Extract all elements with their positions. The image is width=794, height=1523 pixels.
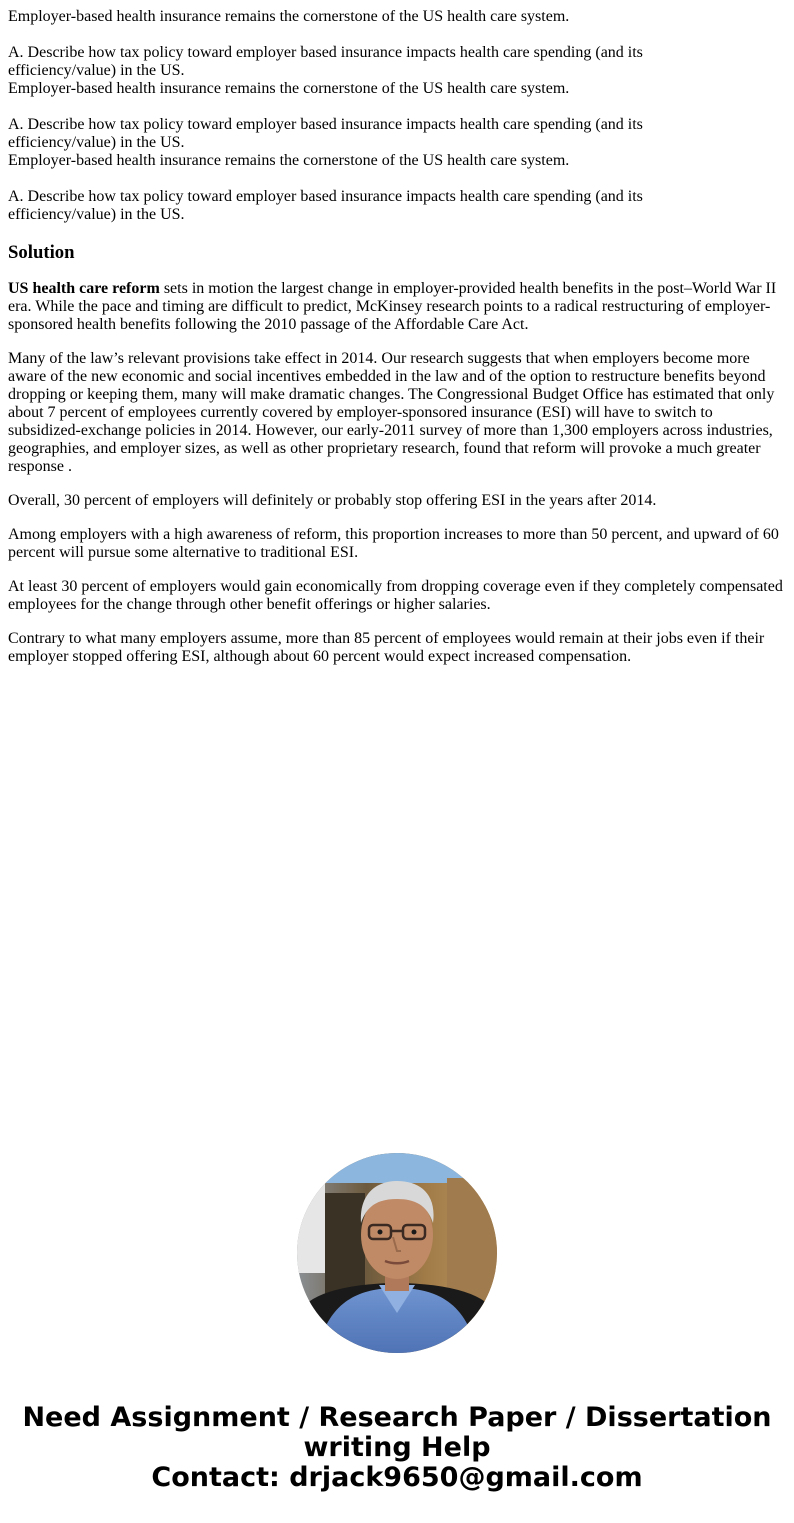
question-prompt: A. Describe how tax policy toward employer based insurance impacts health care spending (and its efficiency/value) in the US. [8,116,643,151]
contact-footer [0,1403,794,1493]
question-block [8,8,786,224]
footer-line: Need Assignment / Research Paper / Dissertation [22,1402,772,1433]
solution-paragraph [8,280,786,334]
solution-paragraph: Many of the law’s relevant provisions take effect in 2014. Our research suggests that when employers become more aware of the new economic and social incentives embedded in the law and of the option to restructure benefits beyond dropping or keeping them, many will make dramatic changes. The Congressional Budget Office has estimated that only about 7 percent of employees currently covered by employer-sponsored insurance (ESI) will have to switch to subsidized-exchange policies in 2014. However, our early-2011 survey of more than 1,300 employers across industries, geographies, and employer sizes, as well as other proprietary research, found that reform will provoke a much greater response . [8,350,775,475]
question-intro: Employer-based health insurance remains the cornerstone of the US health care system. [8,152,570,169]
avatar-portrait-image [297,1153,497,1353]
solution-paragraph: Overall, 30 percent of employers will definitely or probably stop offering ESI in the years after 2014. [8,492,657,509]
question-intro: Employer-based health insurance remains the cornerstone of the US health care system. [8,8,570,25]
solution-body [8,280,786,666]
solution-heading: Solution [8,242,75,263]
solution-paragraph: At least 30 percent of employers would gain economically from dropping coverage even if they completely compensated employees for the change through other benefit offerings or higher salaries. [8,578,783,613]
solution-lead-text: sets in motion the largest change in employer-provided health benefits in the post–World War II era. While the pace and timing are difficult to predict, McKinsey research points to a radical restructuring of employer-sponsored health benefits following the 2010 passage of the Affordable Care Act. [8,280,777,333]
question-prompt: A. Describe how tax policy toward employer based insurance impacts health care spending (and its efficiency/value) in the US. [8,44,643,79]
page-content [0,0,794,666]
footer-contact-line: Contact: drjack9650@gmail.com [151,1462,643,1493]
tutor-avatar [297,1153,497,1353]
solution-lead-bold: US health care reform [8,280,160,297]
question-intro: Employer-based health insurance remains the cornerstone of the US health care system. [8,80,570,97]
solution-paragraph: Contrary to what many employers assume, more than 85 percent of employees would remain at their jobs even if their employer stopped offering ESI, although about 60 percent would expect increased compensation. [8,630,765,665]
footer-line: writing Help [303,1432,491,1463]
solution-paragraph: Among employers with a high awareness of reform, this proportion increases to more than 50 percent, and upward of 60 percent will pursue some alternative to traditional ESI. [8,526,779,561]
question-prompt: A. Describe how tax policy toward employer based insurance impacts health care spending (and its efficiency/value) in the US. [8,188,643,223]
